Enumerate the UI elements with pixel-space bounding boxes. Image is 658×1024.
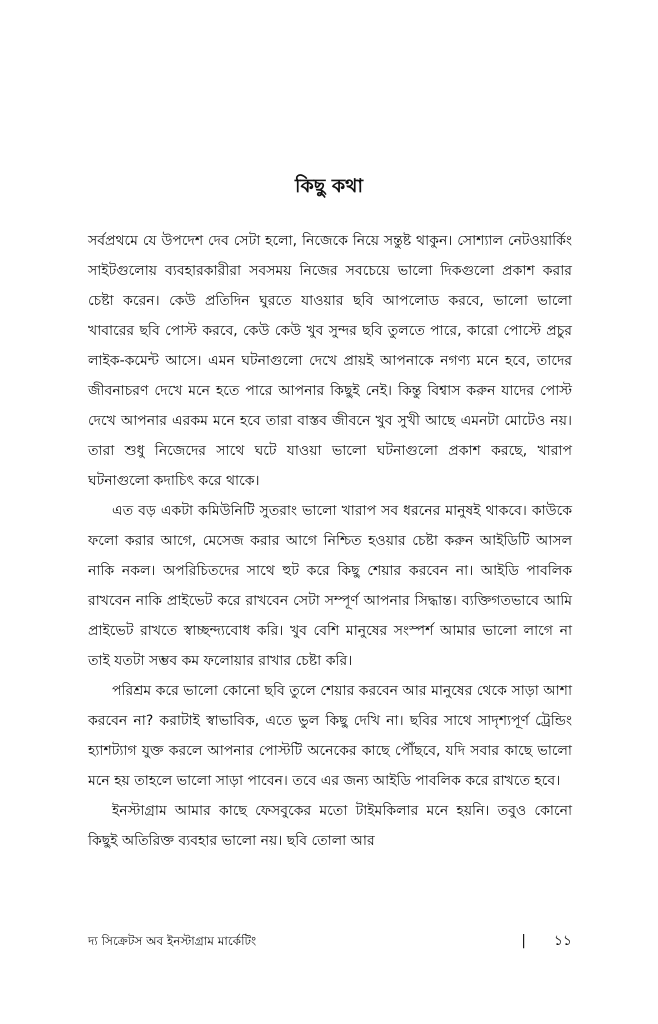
page-number: ১১ — [553, 933, 572, 949]
body-text — [88, 226, 572, 856]
page-footer — [88, 930, 572, 952]
footer-separator: | — [521, 933, 526, 949]
chapter-title: কিছু কথা — [295, 175, 363, 197]
paragraph-1: সর্বপ্রথমে যে উপদেশ দেব সেটা হলো, নিজেকে নিয়ে সন্তুষ্ট থাকুন। সোশ্যাল নেটওয়ার্কিং সাইটগুলোয় ব্যবহারকারীরা সবসময় নিজের সবচেয়ে ভালো দিকগুলো প্রকাশ করার চেষ্টা করেন। কেউ প্রতিদিন ঘুরতে যাওয়ার ছবি আপলোড করবে, ভালো ভালো খাবারের ছবি পোস্ট করবে, কেউ কেউ খুব সুন্দর ছবি তুলতে পারে, কারো পোস্টে প্রচুর লাইক-কমেন্ট আসে। এমন ঘটনাগুলো দেখে প্রায়ই আপনাকে নগণ্য মনে হবে, তাদের জীবনাচরণ দেখে মনে হতে পারে আপনার কিছুই নেই। কিন্তু বিশ্বাস করুন যাদের পোস্ট দেখে আপনার এরকম মনে হবে তারা বাস্তব জীবনে খুব সুখী আছে এমনটা মোটেও নয়। তারা শুধু নিজেদের সাথে ঘটে যাওয়া ভালো ঘটনাগুলো প্রকাশ করছে, খারাপ ঘটনাগুলো কদাচিৎ করে থাকে। — [88, 233, 572, 489]
paragraph-2: এত বড় একটা কমিউনিটি সুতরাং ভালো খারাপ সব ধরনের মানুষই থাকবে। কাউকে ফলো করার আগে, মেসেজ করার আগে নিশ্চিত হওয়ার চেষ্টা করুন আইডিটি আসল নাকি নকল। অপরিচিতদের সাথে হুট করে কিছু শেয়ার করবেন না। আইডি পাবলিক রাখবেন নাকি প্রাইভেট করে রাখবেন সেটা সম্পূর্ণ আপনার সিদ্ধান্ত। ব্যক্তিগতভাবে আমি প্রাইভেট রাখতে স্বাচ্ছন্দ্যবোধ করি। খুব বেশি মানুষের সংস্পর্শ আমার ভালো লাগে না তাই যতটা সম্ভব কম ফলোয়ার রাখার চেষ্টা করি। — [88, 503, 572, 669]
paragraph-4: ইনস্টাগ্রাম আমার কাছে ফেসবুকের মতো টাইমকিলার মনে হয়নি। তবুও কোনো কিছুই অতিরিক্ত ব্যবহার ভালো নয়। ছবি তোলা আর — [88, 803, 572, 849]
paragraph-3: পরিশ্রম করে ভালো কোনো ছবি তুলে শেয়ার করবেন আর মানুষের থেকে সাড়া আশা করবেন না? করাটাই স্বাভাবিক, এতে ভুল কিছু দেখি না। ছবির সাথে সাদৃশ্যপূর্ণ ট্রেন্ডিং হ্যাশট্যাগ যুক্ত করলে আপনার পোস্টটি অনেকের কাছে পৌঁছবে, যদি সবার কাছে ভালো মনে হয় তাহলে ভালো সাড়া পাবেন। তবে এর জন্য আইডি পাবলিক করে রাখতে হবে। — [88, 683, 572, 789]
running-footer-title: দ্য সিক্রেটস অব ইনস্টাগ্রাম মার্কেটিং — [88, 934, 257, 948]
